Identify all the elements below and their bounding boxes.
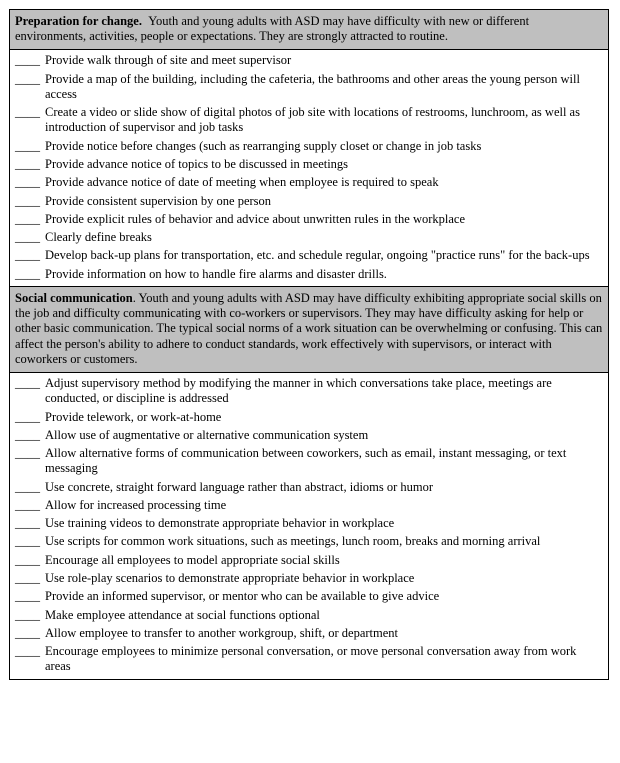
checklist-item [15,194,603,209]
checkbox-blank[interactable]: ____ [15,71,40,86]
checkbox-blank[interactable]: ____ [15,644,40,659]
item-text: Adjust supervisory method by modifying the manner in which conversations take place, meetings are conducted, or discipline is addressed [45,376,552,406]
item-text: Use training videos to demonstrate appropriate behavior in workplace [45,516,395,531]
accommodations-checklist [9,9,609,680]
item-text: Develop back-up plans for transportation, etc. and schedule regular, ongoing "practice runs" for the back-ups [45,248,590,263]
checkbox-blank[interactable]: ____ [15,479,40,494]
checkbox-blank[interactable]: ____ [15,589,40,604]
item-text: Create a video or slide show of digital photos of job site with locations of restrooms, lunchroom, as well as introduction of supervisor and job tasks [45,105,580,135]
checklist-item [15,267,603,282]
item-text: Allow employee to transfer to another workgroup, shift, or department [45,625,399,640]
checkbox-blank[interactable]: ____ [15,497,40,512]
checkbox-blank[interactable]: ____ [15,105,40,120]
section-description: . Youth and young adults with ASD may have difficulty exhibiting appropriate social skills on the job and difficulty communicating with co-workers or supervisors. They may have difficulty asking for help or other basic communication. The typical social norms of a work situation can be overwhelming or confusing. This can affect the person's ability to adhere to conduct standards, work effectively with supervisors, or interact with coworkers or customers. [15,290,603,366]
section-header-social-communication [9,286,609,373]
item-text: Provide advance notice of date of meeting when employee is required to speak [45,175,439,190]
checklist-item [15,626,603,641]
item-text: Allow alternative forms of communication between coworkers, such as email, instant messaging, or text messaging [45,446,567,476]
checklist-item [15,480,603,495]
checklist-item [15,212,603,227]
checkbox-blank[interactable]: ____ [15,266,40,281]
checklist-item [15,589,603,604]
item-text: Provide explicit rules of behavior and advice about unwritten rules in the workplace [45,211,466,226]
item-text: Encourage employees to minimize personal conversation, or move personal conversation away from work areas [45,644,577,674]
item-text: Provide notice before changes (such as rearranging supply closet or change in job tasks [45,138,482,153]
item-text: Use role-play scenarios to demonstrate appropriate behavior in workplace [45,571,415,586]
checkbox-blank[interactable]: ____ [15,516,40,531]
item-text: Clearly define breaks [45,230,152,245]
checklist-item [15,571,603,586]
checkbox-blank[interactable]: ____ [15,248,40,263]
checklist-item [15,53,603,68]
checkbox-blank[interactable]: ____ [15,409,40,424]
item-text: Allow for increased processing time [45,497,227,512]
checkbox-blank[interactable]: ____ [15,157,40,171]
checkbox-blank[interactable]: ____ [15,446,40,461]
item-text: Make employee attendance at social functions optional [45,607,320,622]
checkbox-blank[interactable]: ____ [15,571,40,586]
checklist-item [15,248,603,263]
checkbox-blank[interactable]: ____ [15,625,40,640]
checkbox-blank[interactable]: ____ [15,230,40,245]
checklist-item [15,376,603,406]
checkbox-blank[interactable]: ____ [15,53,40,68]
checkbox-blank[interactable]: ____ [15,193,40,208]
checklist-item [15,157,603,172]
section-title: Social communication [15,290,133,305]
checklist-item [15,428,603,443]
checklist-item [15,410,603,425]
checklist-item [15,534,603,549]
checklist-item [15,139,603,154]
item-text: Provide walk through of site and meet supervisor [45,53,292,68]
checkbox-blank[interactable]: ____ [15,552,40,567]
checklist-item [15,608,603,623]
section-description: Youth and young adults with ASD may have difficulty with new or different environments, activities, people or expectations. They are strongly attracted to routine. [15,14,530,44]
item-text: Provide an informed supervisor, or mentor who can be available to give advice [45,589,440,604]
item-text: Provide telework, or work-at-home [45,409,222,424]
checklist-item [15,498,603,513]
checklist-item [15,446,603,476]
item-text: Provide consistent supervision by one person [45,193,272,208]
checklist-item [15,72,603,102]
checkbox-blank[interactable]: ____ [15,427,40,442]
checklist-item [15,105,603,135]
item-text: Provide information on how to handle fire alarms and disaster drills. [45,266,387,281]
item-text: Use scripts for common work situations, such as meetings, lunch room, breaks and morning arrival [45,534,541,549]
checkbox-blank[interactable]: ____ [15,534,40,549]
checkbox-blank[interactable]: ____ [15,376,40,390]
section-title: Preparation for change. [15,14,142,28]
checklist-item [15,516,603,531]
checklist-item [15,175,603,190]
section-list-preparation [9,49,609,287]
checklist-item [15,230,603,245]
item-text: Provide a map of the building, including the cafeteria, the bathrooms and other areas the young person will access [45,71,580,101]
section-list-social-communication [9,372,609,680]
item-text: Use concrete, straight forward language rather than abstract, idioms or humor [45,479,434,494]
checklist-item [15,644,603,674]
section-header-preparation [9,9,609,50]
checkbox-blank[interactable]: ____ [15,138,40,153]
item-text: Provide advance notice of topics to be discussed in meetings [45,157,349,171]
checklist-item [15,553,603,568]
item-text: Allow use of augmentative or alternative communication system [45,427,369,442]
item-text: Encourage all employees to model appropriate social skills [45,552,340,567]
checkbox-blank[interactable]: ____ [15,211,40,226]
checkbox-blank[interactable]: ____ [15,607,40,622]
checkbox-blank[interactable]: ____ [15,175,40,190]
